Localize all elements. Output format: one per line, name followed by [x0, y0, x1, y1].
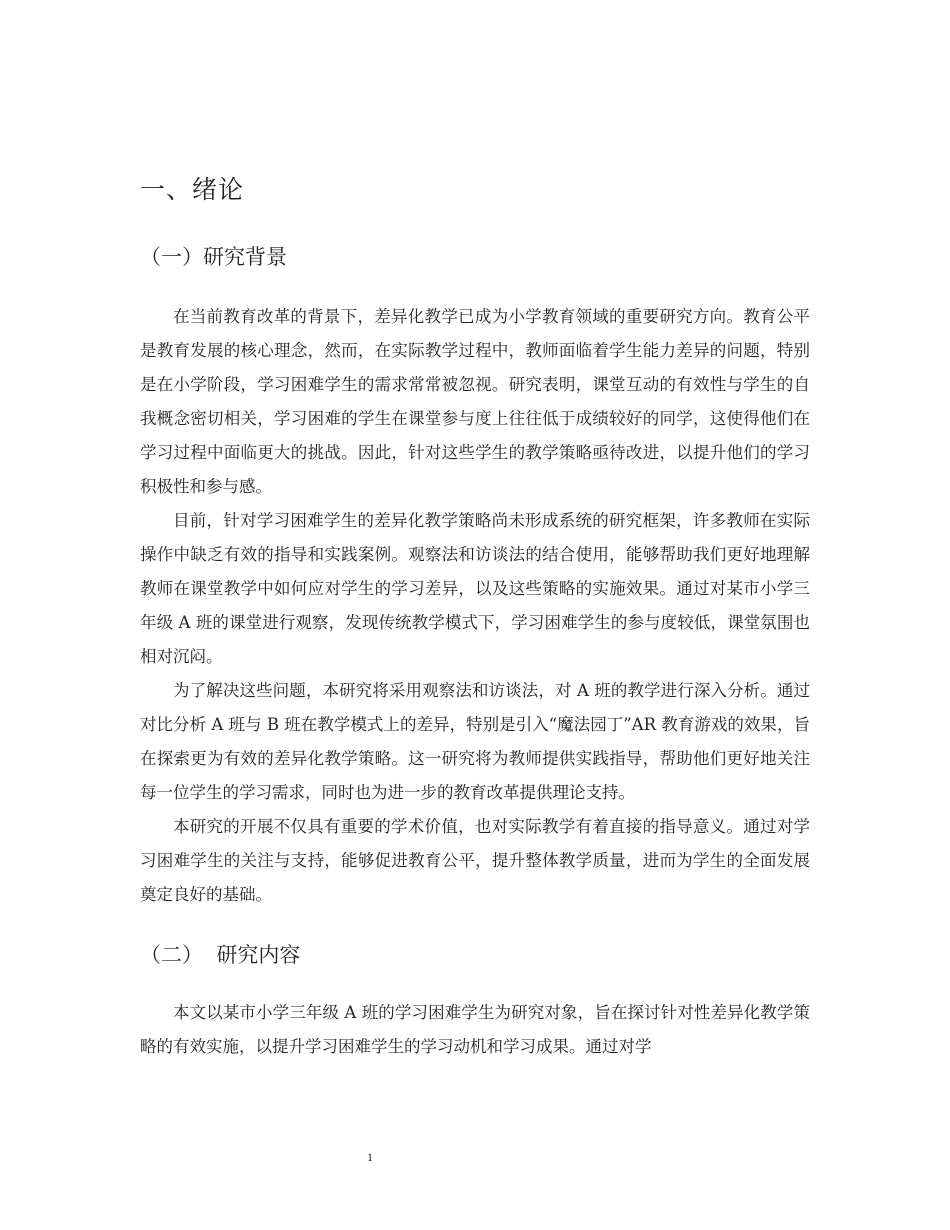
paragraph: 本文以某市小学三年级 A 班的学习困难学生为研究对象，旨在探讨针对性差异化教学策略的有效实施，以提升学习困难学生的学习动机和学习成果。通过对学 [140, 1003, 810, 1056]
paragraph: 本研究的开展不仅具有重要的学术价值，也对实际教学有着直接的指导意义。通过对学习困难学生的关注与支持，能够促进教育公平，提升整体教学质量，进而为学生的全面发展奠定良好的基础。 [140, 817, 810, 904]
section-heading-content: （二） 研究内容 [140, 943, 301, 967]
paragraph: 目前，针对学习困难学生的差异化教学策略尚未形成系统的研究框架，许多教师在实际操作中缺乏有效的指导和实践案例。观察法和访谈法的结合使用，能够帮助我们更好地理解教师在课堂教学中如何应对学生的学习差异，以及这些策略的实施效果。通过对某市小学三年级 A 班的课堂进行观察，发现传统教学模式下，学习困难学生的参与度较低，课堂氛围也相对沉闷。 [140, 511, 810, 666]
page-content [140, 170, 810, 1064]
page-number: 1 [367, 1150, 373, 1164]
paragraph: 在当前教育改革的背景下，差异化教学已成为小学教育领域的重要研究方向。教育公平是教育发展的核心理念，然而，在实际教学过程中，教师面临着学生能力差异的问题，特别是在小学阶段，学习困难学生的需求常常被忽视。研究表明，课堂互动的有效性与学生的自我概念密切相关，学习困难的学生在课堂参与度上往往低于成绩较好的同学，这使得他们在学习过程中面临更大的挑战。因此，针对这些学生的教学策略亟待改进，以提升他们的学习积极性和参与感。 [140, 307, 810, 496]
chapter-heading: 一、绪论 [140, 175, 245, 204]
section-heading-background: （一）研究背景 [140, 245, 287, 269]
paragraph: 为了解决这些问题，本研究将采用观察法和访谈法，对 A 班的教学进行深入分析。通过对比分析 A 班与 B 班在教学模式上的差异，特别是引入“魔法园丁”AR 教育游戏的效果，旨在探索更为有效的差异化教学策略。这一研究将为教师提供实践指导，帮助他们更好地关注每一位学生的学习需求，同时也为进一步的教育改革提供理论支持。 [140, 681, 810, 802]
